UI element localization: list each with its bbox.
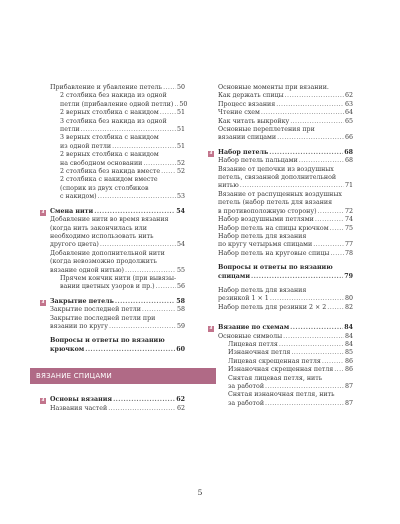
- toc-section-items: [208, 157, 353, 258]
- toc-entry-text: Основные символы: [218, 332, 283, 340]
- toc-entry: [208, 233, 353, 250]
- toc-entry-text: крючком: [50, 345, 85, 353]
- dot-leader: [109, 323, 176, 331]
- toc-entry-text: 2 столбика без накида вместе: [60, 168, 161, 176]
- toc-entry: [208, 287, 353, 304]
- dot-leader: [313, 241, 344, 249]
- section-banner: ВЯЗАНИЕ СПИЦАМИ: [30, 368, 216, 384]
- toc-entry: [208, 191, 353, 216]
- dot-leader: [276, 101, 344, 109]
- toc-entry: [40, 216, 185, 250]
- toc-entry: [208, 157, 353, 165]
- toc-entry-line: (когда невозможно продолжить: [50, 258, 157, 266]
- toc-section: [208, 324, 353, 408]
- page-ref: 78: [344, 249, 353, 257]
- toc-entry-line: [208, 366, 353, 374]
- page-ref: 84: [344, 340, 353, 348]
- toc-section-items: [40, 216, 185, 292]
- toc-entry-line: [208, 341, 353, 349]
- toc-entry: [208, 358, 353, 366]
- dot-leader: [290, 118, 344, 126]
- toc-entry: [208, 341, 353, 349]
- toc-entry-text: за работой: [228, 383, 265, 390]
- toc-entry: [40, 109, 185, 117]
- toc-entry-line: (когда нить закончилась или: [50, 224, 147, 232]
- toc-entry-line: Основные переплетения при: [218, 126, 315, 134]
- toc-entry-text: в противоположную сторону): [218, 207, 317, 215]
- dot-leader: [291, 349, 344, 357]
- section-marker-icon: 3: [209, 150, 213, 156]
- page-ref: 60: [176, 345, 185, 353]
- toc-section-heading: [208, 149, 353, 157]
- page-ref: 62: [176, 396, 185, 404]
- dot-leader: [315, 216, 344, 224]
- page-ref: 51: [176, 126, 185, 134]
- page-ref: 52: [176, 159, 185, 167]
- page-ref: 75: [344, 224, 353, 232]
- toc-entry-line: [208, 84, 353, 92]
- page-ref: 63: [344, 100, 353, 108]
- toc-entry-line: Набор петель для вязания: [218, 286, 307, 294]
- page-ref: 87: [344, 383, 353, 390]
- toc-entry-line: необходимо использовать нить: [50, 232, 154, 240]
- toc-entry: [208, 109, 353, 117]
- toc-entry-line: [208, 134, 353, 142]
- toc-entry: [208, 84, 353, 92]
- toc-entry-line: Снятая изнаночная петля, нить: [228, 391, 335, 399]
- toc-entry-line: [208, 273, 353, 281]
- page-ref: 79: [344, 272, 353, 280]
- toc-entry: [208, 101, 353, 109]
- dot-leader: [115, 298, 175, 306]
- page-ref: 65: [344, 117, 353, 125]
- toc-entry-text: нитью: [218, 182, 239, 190]
- dot-leader: [163, 84, 176, 92]
- toc-entry-line: [208, 383, 353, 391]
- toc-entry-text: вязании спицами: [218, 134, 277, 142]
- page-ref: 64: [344, 109, 353, 117]
- toc-entry-text: другого цвета): [50, 241, 99, 249]
- toc-entry-line: [208, 225, 353, 233]
- toc-entry-text: петли: [60, 126, 80, 134]
- page-ref: 54: [176, 241, 185, 249]
- page-ref: 72: [344, 207, 353, 215]
- toc-section-title: Вязание по схемам: [218, 324, 290, 332]
- toc-entry: [40, 250, 185, 275]
- page-ref: 50: [176, 84, 185, 91]
- toc-section: [40, 208, 185, 292]
- dot-leader: [299, 157, 344, 165]
- toc-right-schemes-section: [208, 324, 353, 408]
- dot-leader: [322, 358, 344, 366]
- toc-left-top-items: [40, 84, 188, 202]
- toc-entry-line: [40, 267, 185, 275]
- page-ref: 80: [344, 295, 353, 303]
- toc-entry-line: петель, связанной дополнительной: [218, 174, 337, 182]
- toc-entry-line: 3 верных столбика с накидом: [60, 134, 159, 142]
- page-ref: 50: [179, 100, 188, 108]
- toc-entry-line: [208, 304, 353, 312]
- page-ref: 68: [344, 148, 353, 156]
- toc-entry-line: [40, 100, 188, 109]
- toc-entry-line: 3 столбика без накида из одной: [60, 117, 167, 125]
- page-ref: 86: [344, 357, 353, 365]
- toc-entry: [208, 126, 353, 143]
- toc-entry-text: Изнаночная скрещенная петля: [228, 366, 334, 374]
- toc-entry-line: Закрытие последней петли при: [50, 314, 156, 322]
- dot-leader: [270, 295, 344, 303]
- dot-leader: [265, 400, 344, 408]
- toc-section: [40, 396, 185, 413]
- toc-right-sections: [208, 149, 353, 258]
- dot-leader: [327, 304, 344, 312]
- page-ref: 55: [176, 266, 185, 274]
- dot-leader: [81, 126, 176, 134]
- dot-leader: [240, 182, 344, 190]
- toc-entry-line: [208, 400, 353, 408]
- toc-entry-line: Вопросы и ответы по вязанию: [218, 264, 333, 272]
- dot-leader: [98, 193, 176, 201]
- toc-entry: [40, 168, 185, 176]
- toc-section-items: [40, 306, 185, 331]
- toc-section-heading: [40, 298, 185, 306]
- toc-section-items: [40, 405, 185, 413]
- toc-entry-line: [208, 182, 353, 190]
- toc-entry-line: 2 столбика с накидом вместе: [60, 176, 158, 184]
- toc-entry: [208, 250, 353, 258]
- toc-entry-line: [40, 241, 185, 249]
- toc-entry-line: [40, 143, 185, 151]
- toc-section-heading: [208, 324, 353, 332]
- toc-entry-line: Добавление нити во время вязания: [50, 216, 169, 224]
- toc-entry: [40, 337, 185, 354]
- toc-left-sections: [40, 208, 185, 332]
- dot-leader: [330, 250, 344, 258]
- toc-entry: [40, 134, 185, 151]
- toc-section: [208, 149, 353, 258]
- toc-entry-line: [208, 216, 353, 224]
- page-ref: 54: [176, 207, 185, 215]
- dot-leader: [112, 143, 176, 151]
- toc-entry: [40, 275, 185, 292]
- toc-entry-text: Набор петель на круговые спицы: [218, 249, 330, 257]
- dot-leader: [143, 160, 176, 168]
- toc-entry-line: [208, 358, 353, 366]
- toc-left-qa: [40, 337, 185, 354]
- page-ref: 59: [176, 322, 185, 330]
- page-ref: 62: [344, 92, 353, 100]
- toc-entry-text: вании цветных узоров и пр.): [60, 283, 155, 291]
- page-ref: 84: [344, 332, 353, 340]
- toc-entry: [208, 264, 353, 281]
- toc-right-top-items: [208, 84, 353, 143]
- page-ref: 77: [344, 241, 353, 249]
- toc-entry: [208, 375, 353, 392]
- dot-leader: [285, 92, 344, 100]
- page-ref: 58: [176, 306, 185, 314]
- toc-entry-text: резинкой 1 × 1: [218, 295, 269, 303]
- toc-entry: [208, 349, 353, 357]
- toc-entry: [208, 92, 353, 100]
- toc-entry-line: Вопросы и ответы по вязанию: [50, 337, 165, 345]
- dot-leader: [334, 366, 344, 374]
- toc-entry: [208, 225, 353, 233]
- section-marker-icon: 3: [41, 299, 45, 305]
- toc-entry: [208, 118, 353, 126]
- toc-section-title: Набор петель: [218, 148, 269, 156]
- toc-entry-line: Добавление дополнительной нити: [50, 249, 165, 257]
- dot-leader: [251, 273, 343, 281]
- toc-entry: [208, 366, 353, 374]
- toc-entry-text: Названия частей: [50, 404, 108, 412]
- toc-entry-text: Набор воздушными петлями: [218, 216, 314, 224]
- toc-entry-line: петель (набор петель для вязания: [218, 199, 333, 207]
- toc-entry-line: Вязание от распущенных воздушных: [218, 190, 342, 198]
- dot-leader: [330, 225, 344, 233]
- toc-section: [40, 298, 185, 332]
- toc-entry-line: [208, 118, 353, 126]
- page-ref: 51: [176, 142, 185, 150]
- toc-entry-text: Набор петель пальцами: [218, 157, 298, 165]
- toc-entry: [40, 405, 185, 413]
- toc-entry-text: Процесс вязания: [218, 100, 276, 108]
- toc-entry-text: Набор петель на спицы крючком: [218, 224, 329, 232]
- toc-section-title: Закрытие петель: [50, 297, 114, 305]
- toc-entry: [40, 176, 185, 201]
- toc-entry-line: [40, 168, 185, 176]
- toc-entry-text: спицами: [218, 272, 250, 280]
- toc-entry-text: за работой: [228, 399, 265, 407]
- toc-entry: [40, 315, 185, 332]
- dot-leader: [318, 208, 344, 216]
- toc-entry-line: [208, 241, 353, 249]
- page-number: 5: [197, 488, 203, 497]
- toc-entry-line: [208, 208, 353, 216]
- toc-entry-line: [208, 101, 353, 109]
- page-ref: 87: [344, 399, 353, 407]
- toc-entry-text: Лицевая скрещенная петля: [228, 357, 321, 365]
- dot-leader: [160, 109, 176, 117]
- toc-left-knitting-section: [40, 396, 185, 413]
- toc-entry-line: [40, 323, 185, 331]
- toc-entry-line: [40, 84, 185, 92]
- section-marker-icon: 3: [41, 209, 45, 215]
- page-ref: 71: [344, 182, 353, 190]
- toc-entry-line: 2 верных столбика с накидом: [60, 151, 159, 159]
- toc-section-heading: [40, 208, 185, 216]
- toc-entry-text: Чтение схем: [218, 109, 260, 117]
- dot-leader: [125, 267, 176, 275]
- dot-leader: [261, 109, 344, 117]
- toc-entry: [208, 304, 353, 312]
- toc-entry: [40, 306, 185, 314]
- toc-entry-line: [208, 250, 353, 258]
- section-marker-icon: 3: [41, 398, 45, 404]
- toc-entry-text: Как читать выкройку: [218, 117, 290, 125]
- dot-leader: [100, 241, 176, 249]
- toc-entry-line: [208, 295, 353, 303]
- toc-entry-line: [208, 157, 353, 165]
- toc-entry-line: [40, 193, 185, 201]
- toc-section-heading: [40, 396, 185, 404]
- page-ref: 58: [176, 297, 185, 305]
- toc-entry-line: [40, 126, 185, 134]
- toc-entry-text: петли (прибавление одной петли): [60, 100, 174, 108]
- page-ref: 86: [344, 366, 353, 374]
- page-ref: 66: [344, 134, 353, 142]
- page-ref: 53: [176, 193, 185, 201]
- toc-entry-line: [208, 349, 353, 357]
- toc-entry-line: [40, 306, 185, 314]
- toc-entry-line: [208, 109, 353, 117]
- toc-entry: [208, 391, 353, 408]
- toc-entry-text: по кругу четырьмя спицами: [218, 241, 313, 249]
- toc-entry-text: Лицевая петля: [228, 340, 278, 348]
- page-ref: 85: [344, 349, 353, 357]
- toc-entry-text: вязании по кругу: [50, 322, 108, 330]
- dot-leader: [113, 396, 175, 404]
- dot-leader: [161, 168, 176, 176]
- toc-right-qa: [208, 264, 353, 281]
- toc-entry-text: Закрытие последней петли: [50, 306, 141, 314]
- dot-leader: [94, 208, 175, 216]
- toc-section-title: Смена нити: [50, 207, 94, 215]
- toc-entry-text: из одной петли: [60, 142, 112, 150]
- toc-entry-text: Основные моменты при вязании.: [218, 84, 329, 91]
- toc-entry-line: [208, 333, 353, 341]
- page-ref: 56: [176, 283, 185, 291]
- toc-entry: [40, 84, 185, 92]
- toc-left-column: [36, 84, 188, 413]
- page-ref: 74: [344, 216, 353, 224]
- toc-entry-line: (спорик из двух столбиков: [60, 184, 149, 192]
- section-marker-icon: 3: [209, 326, 213, 332]
- toc-entry: [40, 118, 185, 135]
- page-ref: 51: [176, 109, 185, 117]
- toc-entry-line: [40, 160, 185, 168]
- dot-leader: [290, 324, 343, 332]
- page-ref: 82: [344, 303, 353, 311]
- dot-leader: [283, 333, 344, 341]
- toc-entry-line: [40, 405, 185, 413]
- toc-entry: [40, 92, 188, 109]
- page-ref: 68: [344, 157, 353, 165]
- toc-entry-text: вязание одной нитью): [50, 266, 124, 274]
- toc-entry-line: 2 столбика без накида из одной: [60, 92, 167, 100]
- toc-entry-line: [40, 283, 185, 291]
- dot-leader: [269, 149, 343, 157]
- toc-right-column: [208, 84, 353, 408]
- toc-entry-text: Прибавление и убавление петель: [50, 84, 163, 91]
- dot-leader: [156, 283, 176, 291]
- dot-leader: [108, 405, 176, 413]
- toc-entry-text: Как держать спицы: [218, 92, 284, 100]
- toc-entry-text: Набор петель для резинки 2 × 2: [218, 303, 327, 311]
- toc-entry-line: Набор петель для вязания: [218, 232, 307, 240]
- toc-entry: [208, 166, 353, 191]
- toc-entry-text: Изнаночная петля: [228, 349, 291, 357]
- toc-entry-line: [40, 109, 185, 117]
- toc-entry: [208, 216, 353, 224]
- toc-entry-text: 2 верных столбика с накидом: [60, 109, 159, 117]
- dot-leader: [279, 341, 344, 349]
- dot-leader: [85, 346, 175, 354]
- toc-entry-line: [40, 346, 185, 354]
- page-ref: 84: [344, 324, 353, 332]
- dot-leader: [174, 101, 178, 109]
- toc-entry-line: Прячем кончик нити (при вывязы-: [60, 274, 177, 282]
- toc-entry: [40, 151, 185, 168]
- dot-leader: [265, 383, 344, 391]
- toc-entry-line: [208, 92, 353, 100]
- toc-entry-text: с накидом): [60, 193, 97, 201]
- toc-section-title: Основы вязания: [50, 396, 113, 404]
- toc-entry: [208, 333, 353, 341]
- dot-leader: [277, 134, 344, 142]
- page-ref: 62: [176, 404, 185, 412]
- toc-right-after-qa-items: [208, 287, 353, 312]
- toc-entry-text: на свободном основании: [60, 159, 143, 167]
- page-ref: 52: [176, 168, 185, 176]
- toc-entry-line: Снятая лицевая петля, нить: [228, 374, 323, 382]
- toc-section-items: [208, 333, 353, 409]
- toc-entry-line: Вязание от цепочки из воздушных: [218, 165, 334, 173]
- dot-leader: [142, 306, 176, 314]
